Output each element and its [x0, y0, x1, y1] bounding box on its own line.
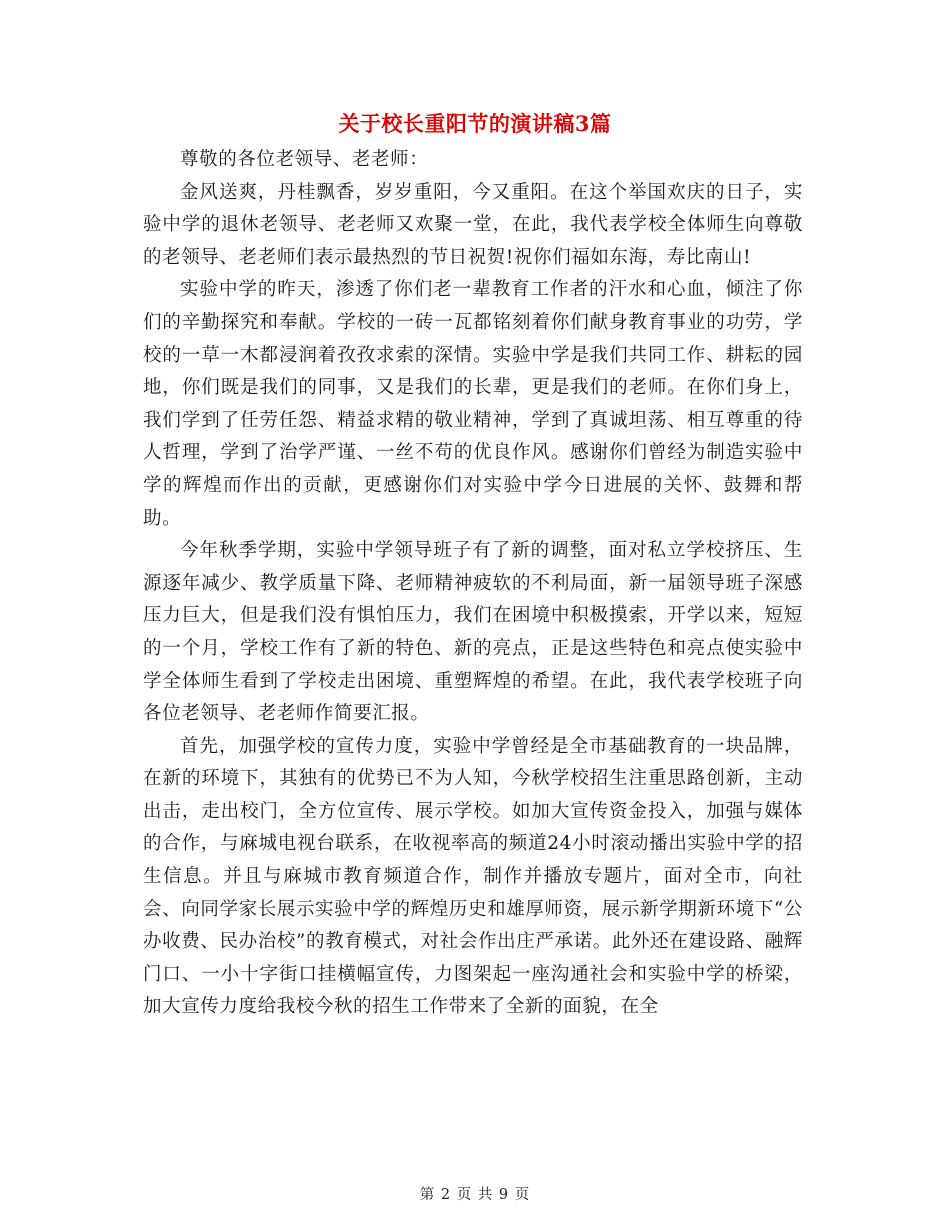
paragraph-4: 首先，加强学校的宣传力度，实验中学曾经是全市基础教育的一块品牌，在新的环境下，其独有的优势已不为人知，今秋学校招生注重思路创新，主动出击，走出校门，全方位宣传、展示学校。如加大宣传资金投入，加强与媒体的合作，与麻城电视台联系，在收视率高的频道24小时滚动播出实验中学的招生信息。并且与麻城市教育频道合作，制作并播放专题片，面对全市，向社会、向同学家长展示实验中学的辉煌历史和雄厚师资，展示新学期新环境下“公办收费、民办治校”的教育模式，对社会作出庄严承诺。此外还在建设路、融辉门口、一小十字街口挂横幅宣传，力图架起一座沟通社会和实验中学的桥梁，加大宣传力度给我校今秋的招生工作带来了全新的面貌，在全	[143, 735, 803, 1018]
document-title: 关于校长重阳节的演讲稿3篇	[338, 111, 612, 136]
paragraph-3: 今年秋季学期，实验中学领导班子有了新的调整，面对私立学校挤压、生源逐年减少、教学质量下降、老师精神疲软的不利局面，新一届领导班子深感压力巨大，但是我们没有惧怕压力，我们在困境中积极摸索，开学以来，短短的一个月，学校工作有了新的特色、新的亮点，正是这些特色和亮点使实验中学全体师生看到了学校走出困境、重塑辉煌的希望。在此，我代表学校班子向各位老领导、老老师作简要汇报。	[143, 540, 803, 725]
paragraph-1: 金风送爽，丹桂飘香，岁岁重阳，今又重阳。在这个举国欢庆的日子，实验中学的退休老领导、老老师又欢聚一堂，在此，我代表学校全体师生向尊敬的老领导、老老师们表示最热烈的节日祝贺!祝你们福如东海，寿比南山!	[143, 181, 803, 268]
document-body	[143, 144, 803, 1024]
salutation: 尊敬的各位老领导、老老师：	[180, 149, 429, 170]
paragraph-2: 实验中学的昨天，渗透了你们老一辈教育工作者的汗水和心血，倾注了你们的辛勤探究和奉献。学校的一砖一瓦都铭刻着你们献身教育事业的功劳，学校的一草一木都浸润着孜孜求索的深情。实验中学是我们共同工作、耕耘的园地，你们既是我们的同事，又是我们的长辈，更是我们的老师。在你们身上，我们学到了任劳任怨、精益求精的敬业精神，学到了真诚坦荡、相互尊重的待人哲理，学到了治学严谨、一丝不苟的优良作风。感谢你们曾经为制造实验中学的辉煌而作出的贡献，更感谢你们对实验中学今日进展的关怀、鼓舞和帮助。	[143, 279, 803, 529]
page-footer: 第 2 页 共 9 页	[419, 1187, 531, 1203]
